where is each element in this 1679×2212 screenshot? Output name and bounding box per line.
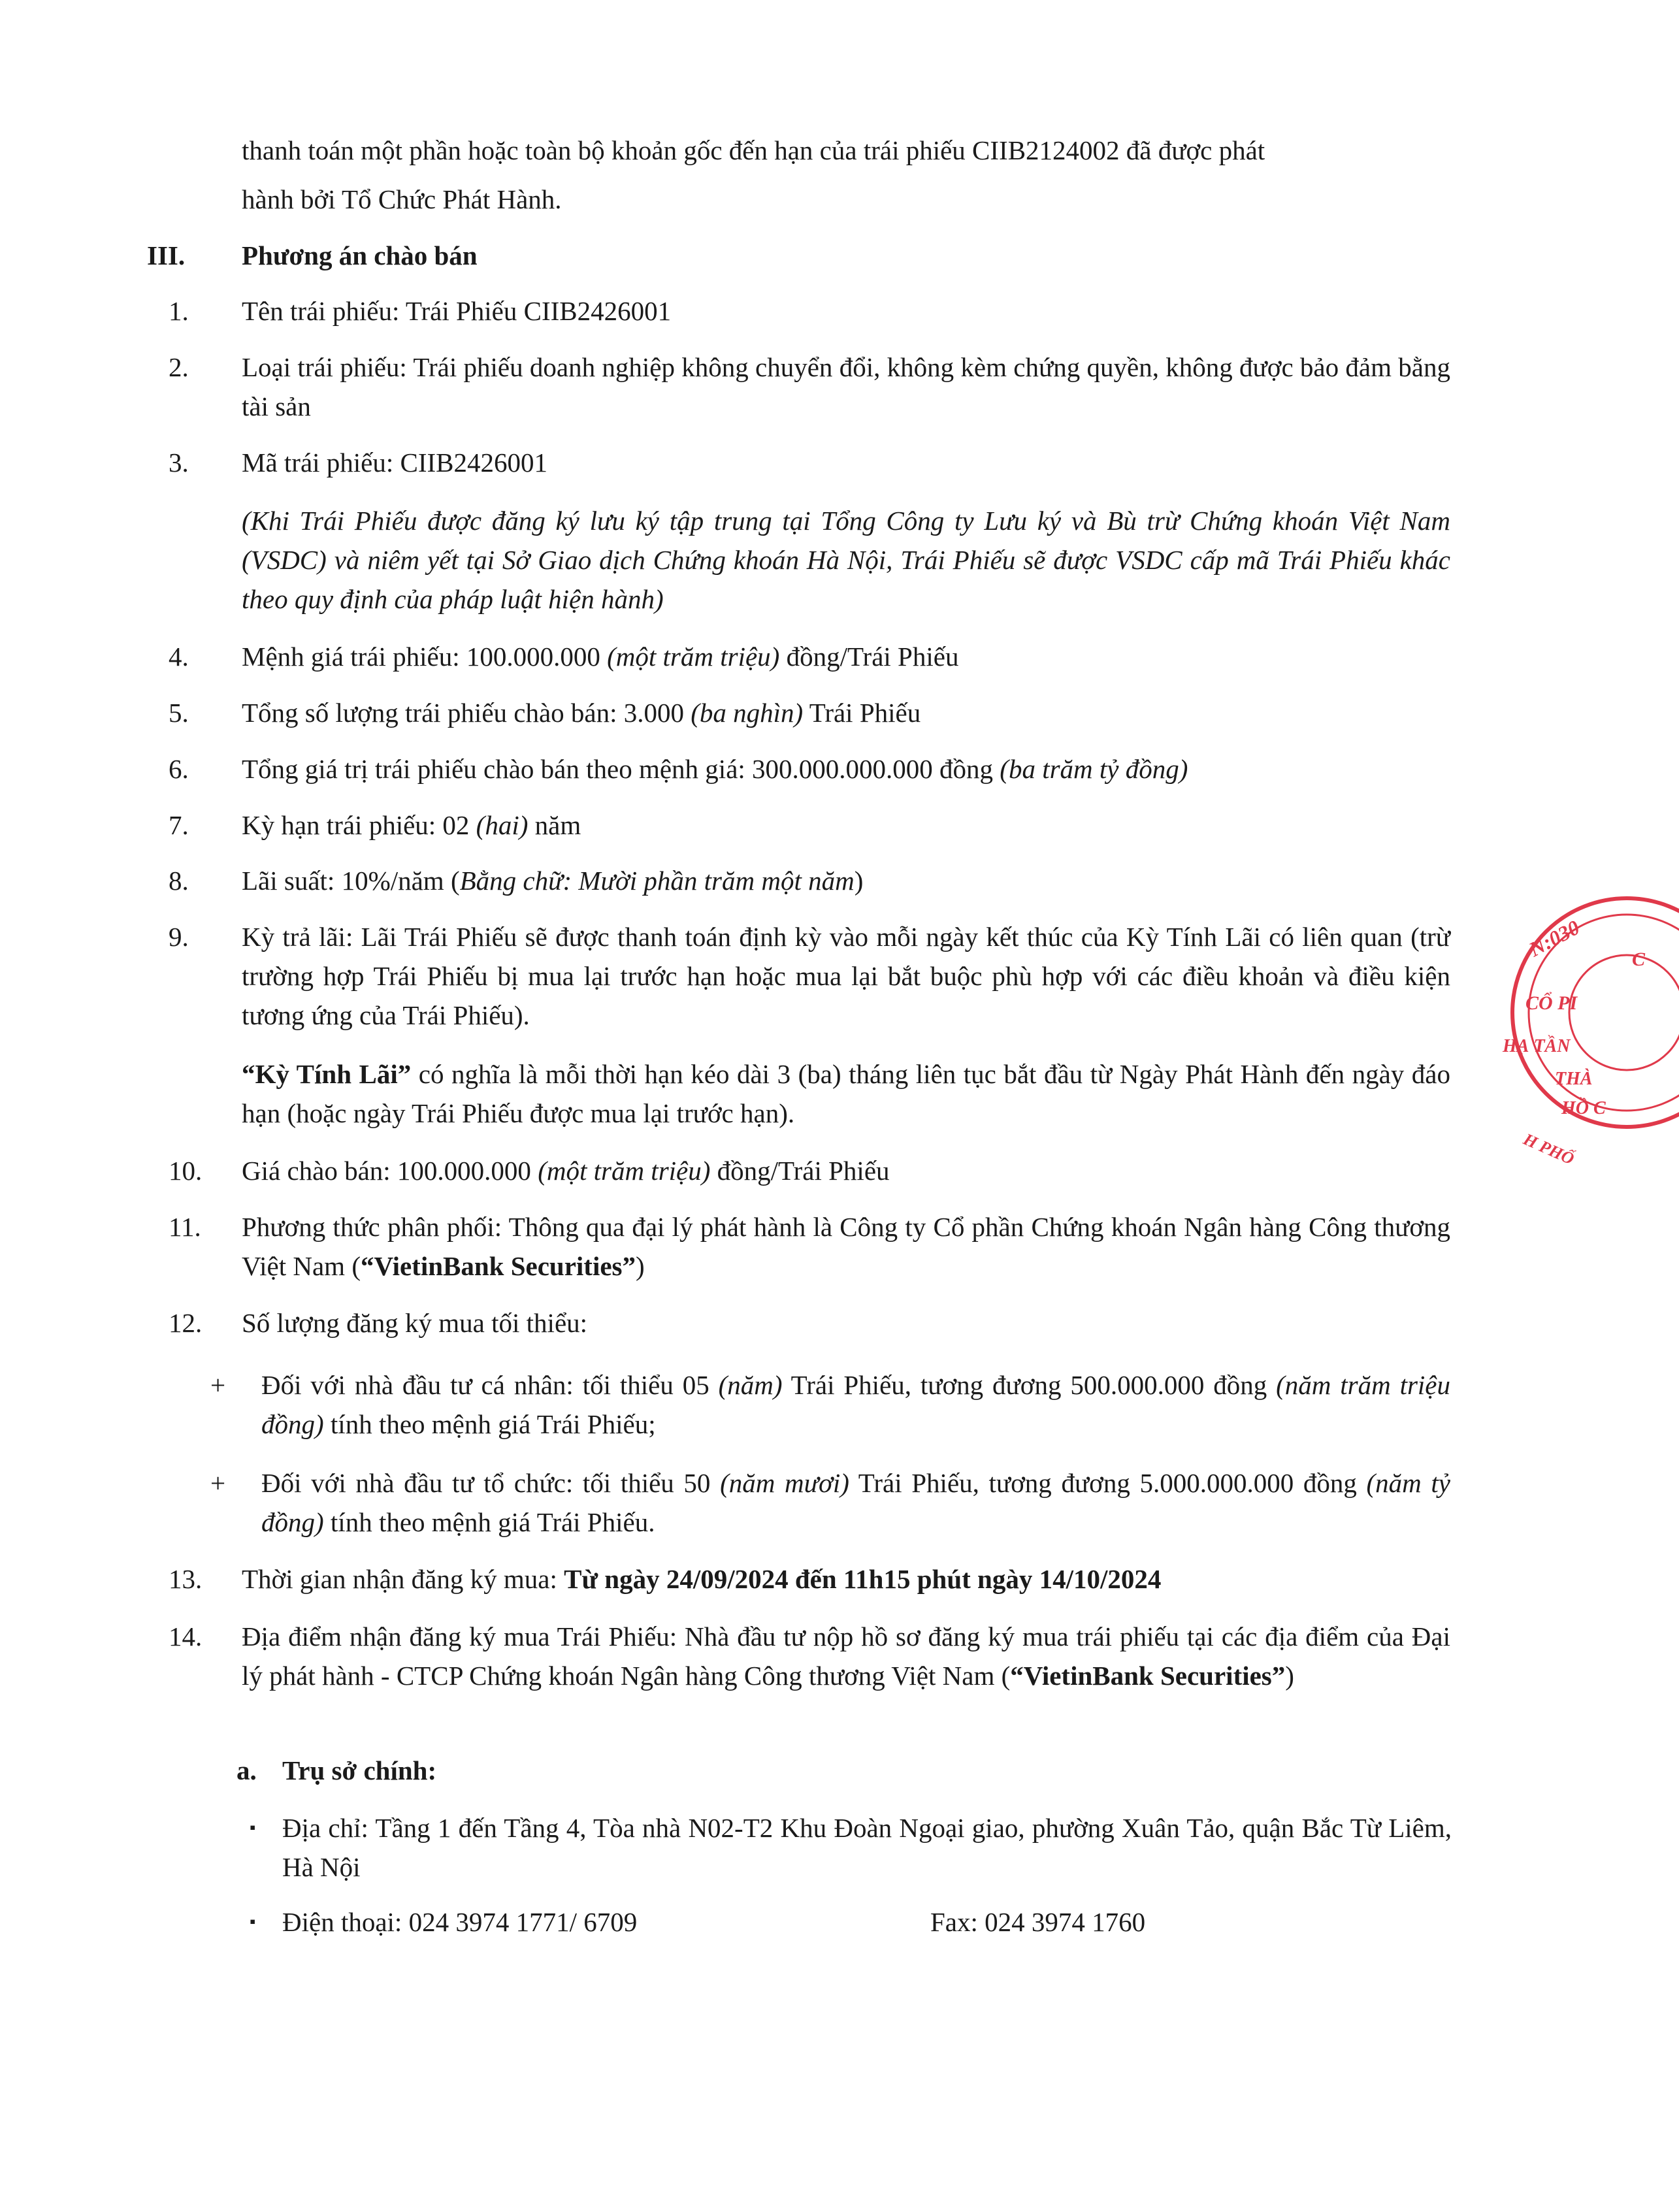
item-9-text: Kỳ trả lãi: Lãi Trái Phiếu sẽ được thanh toán định kỳ vào mỗi ngày kết thúc của Kỳ Tính Lãi có liên quan (trừ trường hợp Trái Phiếu bị mua lại trước hạn hoặc mua lại bắt buộc phù hợp với các điều khoản và điều kiện tương ứng của Trái Phiếu). — [242, 922, 1450, 1030]
item-10-text: Giá chào bán: 100.000.000 (một trăm triệu) đồng/Trái Phiếu — [242, 1156, 890, 1186]
item-2-text: Loại trái phiếu: Trái phiếu doanh nghiệp không chuyển đổi, không kèm chứng quyền, không được bảo đảm bằng tài sản — [242, 352, 1450, 421]
bullet-square-phone: ▪ — [250, 1912, 256, 1931]
item-8-number: 8. — [169, 866, 189, 896]
item-12-text: Số lượng đăng ký mua tối thiểu: — [242, 1308, 588, 1338]
item-9-number: 9. — [169, 922, 189, 952]
intro-line-2: hành bởi Tổ Chức Phát Hành. — [242, 184, 562, 214]
stamp-text-5: THÀ — [1555, 1069, 1593, 1089]
item-12-bullet-individual: Đối với nhà đầu tư cá nhân: tối thiểu 05 (năm) Trái Phiếu, tương đương 500.000.000 đồng (năm trăm triệu đồng) tính theo mệnh giá Trái Phiếu; — [261, 1370, 1450, 1439]
item-1-text: Tên trái phiếu: Trái Phiếu CIIB2426001 — [242, 296, 672, 326]
item-5-text: Tổng số lượng trái phiếu chào bán: 3.000 (ba nghìn) Trái Phiếu — [242, 698, 921, 728]
item-13-number: 13. — [169, 1564, 203, 1594]
stamp-text-1: N:030 — [1525, 915, 1584, 962]
item-4-text: Mệnh giá trái phiếu: 100.000.000 (một trăm triệu) đồng/Trái Phiếu — [242, 642, 959, 672]
bullet-square-address: ▪ — [250, 1818, 256, 1837]
stamp-text-7: H PHỐ — [1520, 1129, 1577, 1169]
item-11-number: 11. — [169, 1212, 201, 1242]
item-11-text: Phương thức phân phối: Thông qua đại lý phát hành là Công ty Cổ phần Chứng khoán Ngân hàng Công thương Việt Nam (“VietinBank Securities”) — [242, 1212, 1450, 1281]
item-6-text: Tổng giá trị trái phiếu chào bán theo mệnh giá: 300.000.000.000 đồng (ba trăm tỷ đồng) — [242, 754, 1188, 784]
section-numeral: III. — [147, 240, 186, 270]
fax-text: Fax: 024 3974 1760 — [930, 1907, 1146, 1937]
item-14-number: 14. — [169, 1621, 203, 1651]
item-10-number: 10. — [169, 1156, 203, 1186]
company-seal-stamp — [1496, 888, 1679, 1169]
section-title: Phương án chào bán — [242, 240, 478, 270]
item-4-number: 4. — [169, 642, 189, 672]
item-2-number: 2. — [169, 352, 189, 382]
item-1-number: 1. — [169, 296, 189, 326]
item-7-text: Kỳ hạn trái phiếu: 02 (hai) năm — [242, 810, 581, 840]
item-3-text: Mã trái phiếu: CIIB2426001 — [242, 447, 548, 478]
bullet-plus-2: + — [210, 1468, 226, 1498]
stamp-text-6: HỒ C — [1561, 1098, 1606, 1118]
sub-a-title: Trụ sở chính: — [282, 1755, 437, 1785]
item-6-number: 6. — [169, 754, 189, 784]
sub-a-label: a. — [236, 1755, 257, 1785]
stamp-text-4: HẠ TẦN — [1503, 1036, 1571, 1056]
phone-text: Điện thoại: 024 3974 1771/ 6709 — [282, 1907, 638, 1937]
item-7-number: 7. — [169, 810, 189, 840]
item-8-text: Lãi suất: 10%/năm (Bằng chữ: Mười phần trăm một năm) — [242, 866, 864, 896]
item-14-text: Địa điểm nhận đăng ký mua Trái Phiếu: Nhà đầu tư nộp hồ sơ đăng ký mua trái phiếu tại các địa điểm của Đại lý phát hành - CTCP Chứng khoán Ngân hàng Công thương Việt Nam (“VietinBank Securities”) — [242, 1621, 1450, 1691]
item-12-bullet-organization: Đối với nhà đầu tư tổ chức: tối thiểu 50 (năm mươi) Trái Phiếu, tương đương 5.000.000.000 đồng (năm tỷ đồng) tính theo mệnh giá Trái Phiếu. — [261, 1468, 1450, 1537]
item-12-number: 12. — [169, 1308, 203, 1338]
stamp-text-2: C — [1632, 949, 1646, 970]
item-9-definition: “Kỳ Tính Lãi” có nghĩa là mỗi thời hạn kéo dài 3 (ba) tháng liên tục bắt đầu từ Ngày Phát Hành đến ngày đáo hạn (hoặc ngày Trái Phiếu được mua lại trước hạn). — [242, 1059, 1451, 1128]
item-13-text: Thời gian nhận đăng ký mua: Từ ngày 24/09/2024 đến 11h15 phút ngày 14/10/2024 — [242, 1564, 1162, 1594]
stamp-text-3: CỔ PI — [1525, 992, 1578, 1014]
bullet-plus-1: + — [210, 1370, 226, 1400]
item-5-number: 5. — [169, 698, 189, 728]
item-3-note: (Khi Trái Phiếu được đăng ký lưu ký tập trung tại Tổng Công ty Lưu ký và Bù trừ Chứng khoán Việt Nam (VSDC) và niêm yết tại Sở Giao dịch Chứng khoán Hà Nội, Trái Phiếu sẽ được VSDC cấp mã Trái Phiếu khác theo quy định của pháp luật hiện hành) — [242, 506, 1450, 614]
item-3-number: 3. — [169, 447, 189, 478]
intro-line-1: thanh toán một phần hoặc toàn bộ khoản gốc đến hạn của trái phiếu CIIB2124002 đã được phát — [242, 135, 1265, 165]
address-text: Địa chỉ: Tầng 1 đến Tầng 4, Tòa nhà N02-T2 Khu Đoàn Ngoại giao, phường Xuân Tảo, quận Bắc Từ Liêm, Hà Nội — [282, 1813, 1452, 1882]
